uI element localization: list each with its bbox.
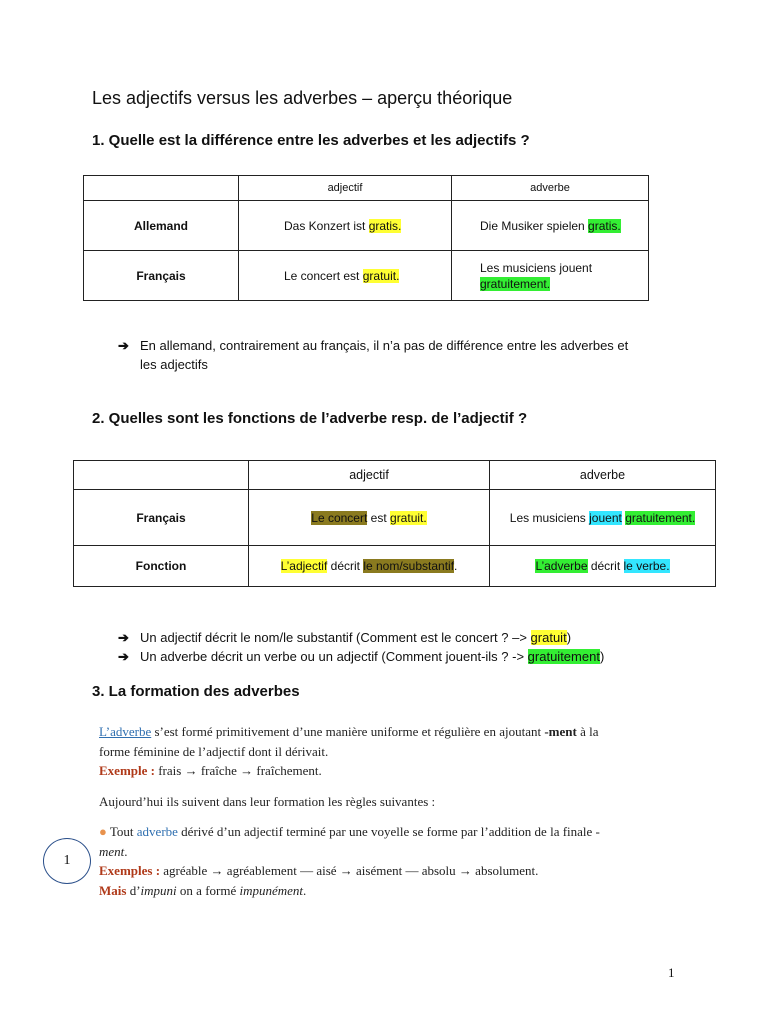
circle-number-text: 1 — [63, 853, 71, 868]
empty-header — [74, 461, 249, 490]
highlight-gratuit: gratuit — [530, 630, 567, 645]
highlight-le-nom: le nom/substantif — [363, 559, 455, 573]
col-header-adverbe: adverbe — [490, 461, 716, 490]
highlight-jouent: jouent — [589, 510, 622, 525]
examples-text: agréable → agréablement — aisé → aisément — absolu → absolument. — [160, 863, 539, 878]
cell-francais-adverbe — [452, 251, 649, 301]
text: d’ — [126, 882, 141, 898]
example-text: frais → fraîche → fraîchement. — [154, 763, 322, 778]
highlight-le-concert: Le concert — [311, 510, 368, 525]
paragraph-1 — [99, 722, 665, 781]
col-header-adjectif: adjectif — [249, 461, 490, 490]
text: Tout — [106, 824, 137, 839]
text: Das Konzert ist — [284, 218, 369, 233]
text: Le concert est — [284, 268, 363, 283]
row-label-fonction: Fonction — [74, 546, 249, 587]
arrow-right-icon: ➔ — [118, 338, 129, 353]
bold-ment: -ment — [544, 724, 577, 739]
italic-impuni: impuni — [140, 882, 177, 898]
arrow-right-icon: ➔ — [118, 649, 129, 664]
section3-heading: 3. La formation des adverbes — [92, 683, 300, 700]
row-label-francais: Français — [84, 251, 239, 301]
empty-header — [84, 176, 239, 201]
cell-fonction-adverbe — [490, 546, 716, 587]
paragraph-2: Aujourd’hui ils suivent dans leur formation les règles suivantes : — [99, 793, 436, 809]
text: décrit — [327, 559, 364, 573]
highlight-gratuitement: gratuitement. — [480, 276, 551, 291]
highlight-gratis: gratis. — [588, 218, 621, 233]
adverbe-link[interactable]: L’adverbe — [99, 724, 152, 739]
note-line-1: En allemand, contrairement au français, il n’a pas de différence entre les adverbes et — [140, 338, 629, 353]
section1-heading: 1. Quelle est la différence entre les adverbes et les adjectifs ? — [92, 132, 530, 149]
bullet-2 — [118, 647, 604, 666]
text: est — [367, 510, 391, 525]
bullet-1 — [118, 628, 604, 647]
highlight-l-adverbe: L’adverbe — [535, 559, 588, 573]
col-header-adverbe: adverbe — [452, 176, 649, 201]
text: . — [124, 843, 128, 859]
text: s’est formé primitivement d’une manière uniforme et régulière en ajoutant — [151, 724, 545, 739]
comparison-table-2 — [73, 460, 716, 587]
note-1 — [118, 336, 628, 374]
adverbe-link[interactable]: adverbe — [136, 824, 178, 839]
text: Un adjectif décrit le nom/le substantif (Comment est le concert ? –> — [140, 630, 531, 645]
italic-impunement: impunément — [239, 882, 304, 898]
rule-1 — [99, 822, 665, 900]
text: forme féminine de l’adjectif dont il dérivait. — [99, 743, 329, 759]
page-title: Les adjectifs versus les adverbes – aperçu théorique — [92, 88, 513, 108]
section3-body — [99, 722, 665, 900]
cell-francais-adjectif — [239, 251, 452, 301]
highlight-gratuitement: gratuitement. — [625, 510, 696, 525]
example-label: Exemple : — [99, 763, 155, 778]
text: dérivé d’un adjectif terminé par une voyelle se forme par l’addition de la finale - — [177, 824, 600, 839]
highlight-le-verbe: le verbe. — [623, 559, 670, 573]
note-line-2: les adjectifs — [140, 357, 208, 372]
cell-francais-adjectif — [249, 490, 490, 546]
text: Die Musiker spielen — [480, 218, 589, 233]
row-label-allemand: Allemand — [84, 201, 239, 251]
arrow-right-icon: ➔ — [118, 630, 129, 645]
cell-francais-adverbe — [490, 490, 716, 546]
text: Les musiciens jouent — [480, 260, 593, 275]
text: Les musiciens — [509, 510, 590, 525]
highlight-gratis: gratis. — [368, 218, 402, 233]
cell-allemand-adverbe — [452, 201, 649, 251]
text: . — [454, 559, 458, 573]
page-number: 1 — [668, 965, 675, 980]
text: décrit — [587, 559, 624, 573]
bullet-list-2 — [118, 628, 604, 666]
italic-ment: ment — [99, 843, 125, 859]
text: ) — [566, 630, 572, 645]
bullet-dot-icon: ● — [99, 824, 107, 839]
text: . — [303, 882, 307, 898]
circled-number — [43, 838, 91, 884]
highlight-l-adjectif: L’adjectif — [280, 559, 328, 573]
text: Un adverbe décrit un verbe ou un adjectif (Comment jouent-ils ? -> — [140, 649, 528, 664]
text: à la — [576, 724, 599, 739]
col-header-adjectif: adjectif — [239, 176, 452, 201]
text: ) — [599, 649, 605, 664]
comparison-table-1 — [83, 175, 649, 301]
section2-heading: 2. Quelles sont les fonctions de l’adverbe resp. de l’adjectif ? — [92, 410, 528, 427]
highlight-gratuitement: gratuitement — [527, 649, 600, 664]
examples-label: Exemples : — [99, 863, 161, 878]
row-label-francais: Français — [74, 490, 249, 546]
mais-label: Mais — [99, 882, 127, 898]
highlight-gratuit: gratuit. — [390, 510, 427, 525]
text: on a formé — [176, 882, 240, 898]
highlight-gratuit: gratuit. — [362, 268, 400, 283]
cell-allemand-adjectif — [239, 201, 452, 251]
cell-fonction-adjectif — [249, 546, 490, 587]
